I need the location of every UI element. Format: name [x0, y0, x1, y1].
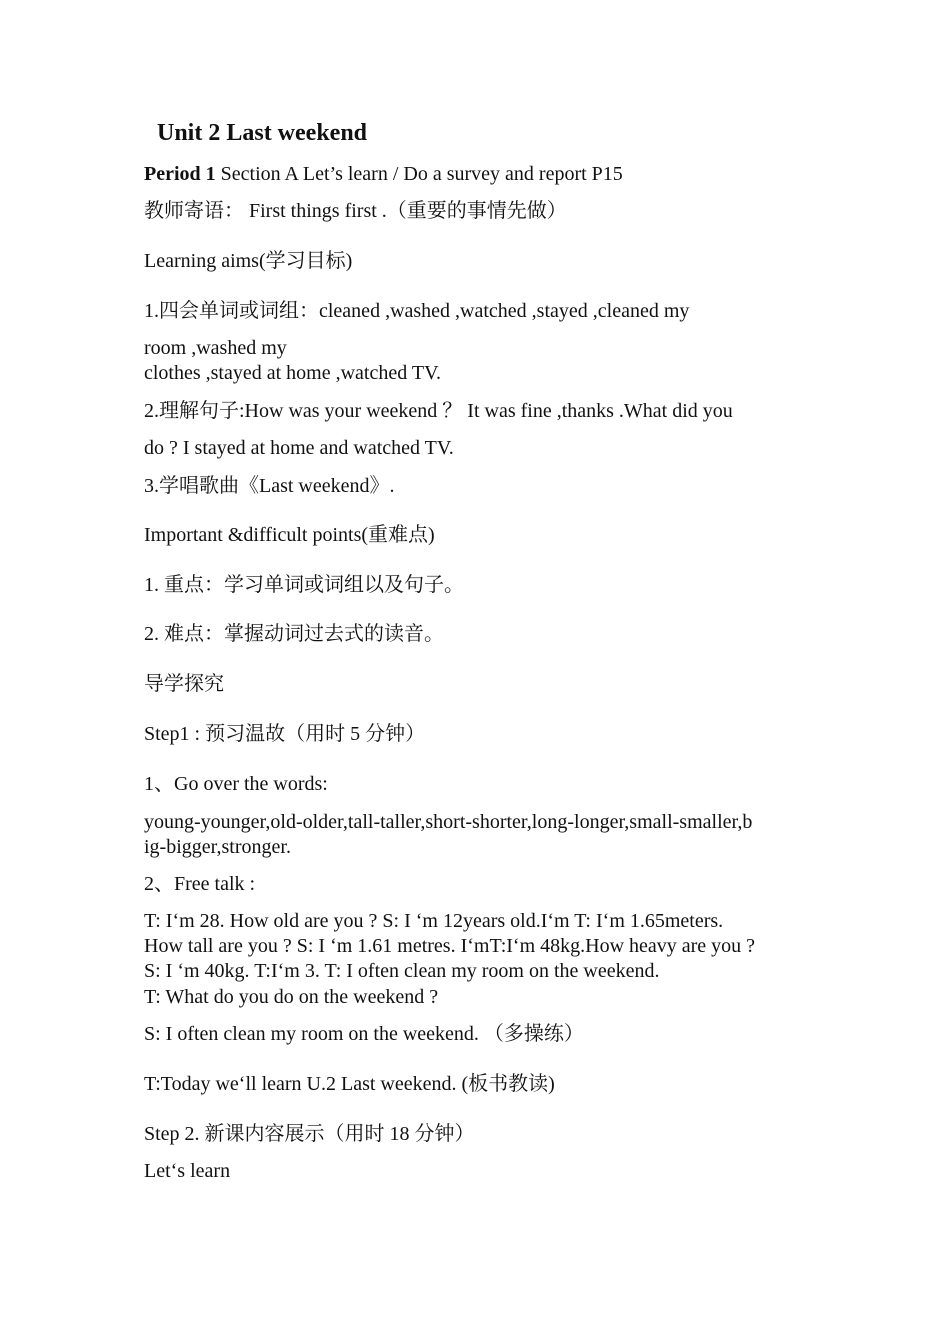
- aim-2-line-1: 2.理解句子:How was your weekend ？ It was fine ,thanks .What did you: [144, 400, 733, 422]
- free-talk-line-1: T: I‘m 28. How old are you ? S: I ‘m 12years old.I‘m T: I‘m 1.65meters.: [144, 910, 724, 932]
- document-title: Unit 2 Last weekend: [157, 120, 368, 146]
- today-line: T:Today we‘ll learn U.2 Last weekend. (板书教读): [144, 1073, 555, 1095]
- step1-heading: Step1 : 预习温故（用时 5 分钟）: [144, 723, 426, 745]
- free-talk-line-3: S: I ‘m 40kg. T:I‘m 3. T: I often clean my room on the weekend.: [144, 960, 660, 982]
- step1-item-1: 1、Go over the words:: [144, 773, 328, 795]
- learning-aims-heading: Learning aims(学习目标): [144, 250, 353, 272]
- words-line-2: ig-bigger,stronger.: [144, 836, 291, 858]
- guide-heading: 导学探究: [144, 673, 224, 695]
- aim-2-line-2: do ? I stayed at home and watched TV.: [144, 437, 454, 459]
- lets-learn: Let‘s learn: [144, 1160, 231, 1182]
- free-talk-line-5: S: I often clean my room on the weekend. （多操练）: [144, 1023, 584, 1045]
- aim-1-line-3: clothes ,stayed at home ,watched TV.: [144, 362, 441, 384]
- teacher-message: 教师寄语： First things first .（重要的事情先做）: [144, 200, 567, 222]
- key-point-1: 1. 重点：学习单词或词组以及句子。: [144, 574, 464, 596]
- aim-3: 3.学唱歌曲《Last weekend》.: [144, 475, 395, 497]
- words-line-1: young-younger,old-older,tall-taller,short-shorter,long-longer,small-smaller,b: [144, 811, 753, 833]
- aim-1-line-1: 1.四会单词或词组：cleaned ,washed ,watched ,stayed ,cleaned my: [144, 300, 690, 322]
- aim-1-line-2: room ,washed my: [144, 337, 287, 359]
- period-label: Period 1: [144, 163, 216, 185]
- step2-heading: Step 2. 新课内容展示（用时 18 分钟）: [144, 1123, 475, 1145]
- key-points-heading: Important &difficult points(重难点): [144, 524, 435, 546]
- free-talk-line-2: How tall are you ? S: I ‘m 1.61 metres. I‘mT:I‘m 48kg.How heavy are you ?: [144, 935, 756, 957]
- period-text: Section A Let’s learn / Do a survey and report P15: [215, 163, 623, 185]
- key-point-2: 2. 难点：掌握动词过去式的读音。: [144, 623, 444, 645]
- free-talk-line-4: T: What do you do on the weekend ?: [144, 986, 439, 1008]
- step1-item-2: 2、Free talk :: [144, 873, 256, 895]
- period-line: [144, 162, 623, 186]
